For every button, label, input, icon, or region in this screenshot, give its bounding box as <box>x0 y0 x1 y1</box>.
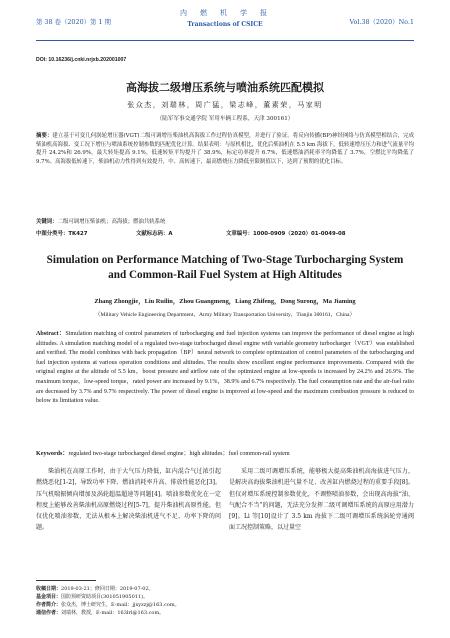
abstract-en-text: Simulation matching of control parameters of turbocharging and fuel injection systems can improve the performance of diesel engine at high altitudes. A simulation matching model of a regulated two-stage turbocharged diesel engine with variable geometry turbocharger（VGT）was established and verified. The model combines with back propagation（BP）neural network to complete optimization of control parameters of the turbocharging and fuel injection systems at various operation conditions and altitudes. The results show excellent engine performance improvements. Compared with the original engine at the altitude of 5.5 km，boost pressure and airflow rate of the optimized engine at low-speeds is increased by 24.2% and 26.9%. The maximum torque，low-speed torque，rated power are increased by 9.1%，38.9% and 6.7% respectively. The fuel consumption rate and the air-fuel ratio are decreased by 3.7% and 9.7% respectively. The power of diesel engine is improved at low-speed and the maximum combustion pressure is reduced to below its limitation value. <box>36 331 414 405</box>
title-en-line2: and Common-Rail Fuel System at High Altitudes <box>108 269 342 281</box>
abstract-cn-label: 摘要： <box>36 133 53 139</box>
header-journal-cn: 内 燃 机 学 报 <box>180 9 270 17</box>
abstract-en <box>36 330 414 407</box>
article-id: 文章编号：1000-0909（2020）01-0049-08 <box>226 231 346 237</box>
doi: DOI: 10.16236/j.cnki.nrjxb.202001007 <box>36 57 127 63</box>
footnote-received: 收稿日期：2019-03-21；修回日期：2019-07-02。 <box>36 586 154 592</box>
footnotes <box>36 585 221 617</box>
header-divider <box>36 40 414 41</box>
title-cn: 高海拔二级增压系统与喷油系统匹配模拟 <box>126 81 324 94</box>
clc-number: 中图分类号：TK427 <box>36 231 88 237</box>
journal-header <box>0 0 450 40</box>
keywords-en <box>36 448 414 457</box>
footnote-fund: 基金项目：国防预研资助项目(301051905011)。 <box>36 594 149 600</box>
footnote-author: 作者简介：张众杰，博士研究生，E-mail：jjxyzzj@163.com。 <box>36 602 180 608</box>
title-en <box>0 253 450 283</box>
abstract-en-label: Abstract： <box>36 331 66 337</box>
keywords-cn-text: 二级可调增压柴油机；高海拔；燃油共轨系统 <box>57 219 166 225</box>
footnote-divider <box>36 580 96 581</box>
abstract-cn <box>36 132 414 166</box>
footnote-contact: 通信作者：刘瑞林，教授，E-mail：163lrl@163.com。 <box>36 610 165 616</box>
abstract-cn-text: 建立基于可变几何涡轮增压器(VGT)二级可调增压柴油机高海拔工作过程仿真模型，并进行了验证。将反向传播(BP)神经网络与仿真模型相结合，完成柴油机高海拔、变工况下增压与喷油系统控制参数的匹配优化计算。结果表明：与原机相比，优化后柴油机在 5.5 km 海拔下，低转速增压压力和进气流量平均提升 24.2%和 26.9%，最大转矩提高 9.1%，低速转矩平均提升了 38.9%，标定功率提升 6.7%，低速燃油消耗率平均降低了 3.7%，空燃比平均降低了 9.7%。高海拔低转速下，柴油机动力性得到有效提升，中、高转速下，最高燃烧压力降低至限制值以下，达到了预期的优化目标。 <box>36 133 414 165</box>
keywords-en-text: regulated two-stage turbocharged diesel engine；high altitudes；fuel common-rail system <box>68 451 290 457</box>
affiliation-en: （Military Vehicle Engineering Department，Army Military Transportation University，Tianjin 300161，China） <box>94 312 356 318</box>
document-code: 文献标志码：A <box>136 231 173 237</box>
body-column-right: 采用二级可调增压系统，能够极大提高柴油机高海拔进气压力，是解决高海拔柴油机进气量不足、改善缸内燃烧过程的重要手段[8]。但仅对增压系统控制参数优化，不调整喷油参数，会出现高海拔“油、气配合不当”的问题，无法充分发挥二级可调增压系统的高原应用潜力[9]。Li 等[10]设计了 3.5 km 海拔下二级可调增压系统涡轮旁通阀面工况控制策略，以过量空 <box>229 468 414 532</box>
header-journal-en: Transactions of CSICE <box>187 21 263 28</box>
authors-cn: 张众杰，刘瑞林，周广猛，梁志峰，董素荣，马家明 <box>127 101 323 109</box>
authors-en: Zhang Zhongjie，Liu Ruilin，Zhou Guangmeng，Liang Zhifeng，Dong Surong，Ma Jiaming <box>94 298 356 305</box>
keywords-en-label: Keywords： <box>36 451 69 457</box>
title-en-line1: Simulation on Performance Matching of Two-Stage Turbocharging System <box>46 254 404 266</box>
header-volume-en: Vol.38（2020）No.1 <box>349 18 414 26</box>
affiliation-cn: （陆军军事交通学院 军用车辆工程系，天津 300161） <box>156 116 294 122</box>
header-volume-cn: 第 38 卷（2020）第 1 期 <box>36 18 111 26</box>
keywords-cn-label: 关键词： <box>36 219 58 225</box>
body-column-left: 柴油机在高原工作时，由于大气压力降低，缸内混合气过浓引起燃烧恶化[1-2]，导致功率下降、燃油消耗率升高、排放性能恶化[3]。压气机喘振倾向增加及涡轮超温超速等问题[4]。喷油参数优化在一定程度上能够改善柴油机高原燃烧过程[5-7]，提升柴油机高原性能，但仅优化喷油参数，无法从根本上解决柴油机进气不足、功率下降的问题。 <box>36 468 221 532</box>
keywords-cn <box>36 217 414 225</box>
